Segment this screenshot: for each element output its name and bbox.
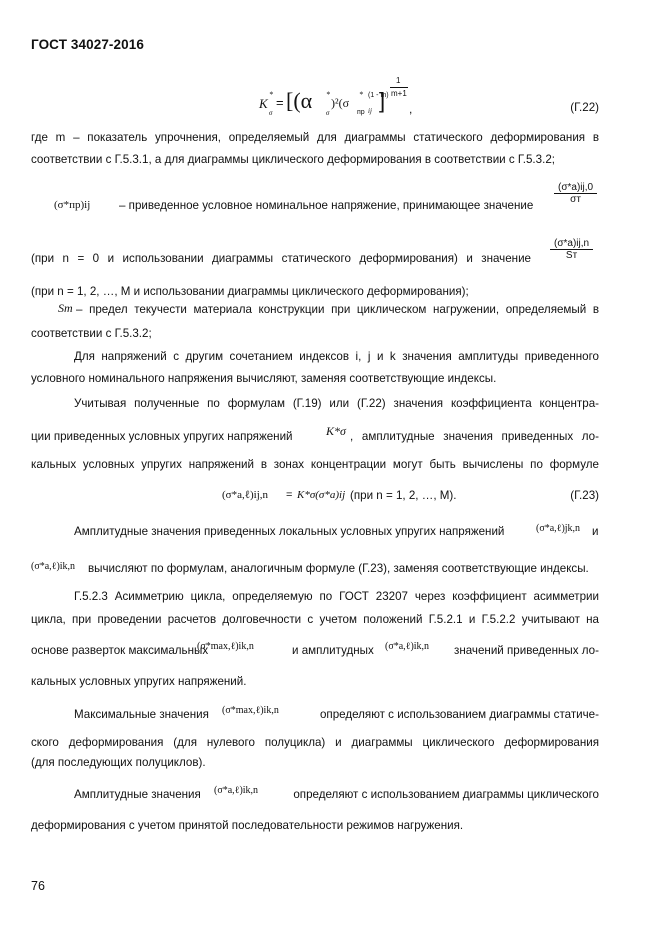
- eq-g22-comma: ,: [409, 102, 413, 116]
- eq-g23-eq: =: [286, 489, 293, 501]
- eq-g22-sub1: σ: [326, 109, 330, 117]
- equation-g23: [222, 486, 482, 508]
- word-and: и: [592, 525, 599, 538]
- para-line: где m – показатель упрочнения, определяемый для диаграммы статического деформирования в: [31, 131, 599, 144]
- eq-g22-body-mid: )²(σ: [331, 96, 350, 110]
- eq-g22-exp: (1 - m): [368, 92, 389, 99]
- para-line: определяют с использованием диаграммы циклического: [293, 788, 599, 801]
- para-line: (при n = 0 и использовании диаграммы статического деформирования) и значение: [31, 252, 531, 265]
- para-line: условного номинального напряжения вычисляют, заменяя соответствующие индексы.: [31, 372, 497, 385]
- eq-g22-close: ]: [379, 88, 386, 113]
- para-line: соответствии с Г.5.3.1, а для диаграммы циклического деформирования в соответствии с Г.5.3.2;: [31, 153, 555, 166]
- eq-g22-outer-num: 1: [396, 76, 401, 85]
- eq-g22-lhs-sub: σ: [269, 109, 273, 117]
- eq-g23-condition: (при n = 1, 2, …, M).: [350, 489, 457, 502]
- para-line: Амплитудные значения приведенных локальных условных упругих напряжений: [74, 525, 505, 538]
- sym-sigma-a-l-ikn: (σ*a,ℓ)ik,n: [31, 561, 76, 572]
- page-number: 76: [31, 879, 45, 893]
- sym-sigma-a-ikn-2: (σ*a,ℓ)ik,n: [214, 785, 259, 796]
- para-line: соответствии с Г.5.3.2;: [31, 327, 152, 340]
- sym-sigma-pr: (σ*пр)ij: [54, 199, 91, 211]
- eq-g22-sub3: ij: [368, 107, 372, 115]
- fraction-sigma-a-over-s-t: [550, 238, 593, 261]
- eq-g23-lhs: (σ*a,ℓ)ij,n: [222, 489, 269, 501]
- eq-g22-outer-den: m+1: [391, 89, 407, 98]
- para-line: Максимальные значения: [74, 708, 209, 721]
- sym-s-t: Sт: [58, 301, 73, 315]
- para-line: , амплитудные значения приведенных ло-: [350, 430, 599, 443]
- para-line: кальных условных упругих напряжений.: [31, 675, 247, 688]
- eq-g23-rhs: K*σ(σ*a)ij: [297, 489, 346, 501]
- eq-g22-fraction-bar: [390, 87, 408, 88]
- fraction-sigma-a-over-sigma-t: [554, 182, 597, 205]
- para-line: (для последующих полуциклов).: [31, 756, 206, 769]
- fraction-denominator: Sт: [565, 250, 578, 261]
- para-line: – приведенное условное номинальное напряжение, принимающее значение: [119, 199, 534, 212]
- para-line: определяют с использованием диаграммы статиче-: [319, 708, 599, 721]
- para-line: – предел текучести материала конструкции при циклическом нагружении, определяемый в: [76, 303, 599, 316]
- para-line: (при n = 1, 2, …, M и использовании диаграммы циклического деформирования);: [31, 285, 469, 298]
- para-line: Г.5.2.3 Асимметрию цикла, определяемую по ГОСТ 23207 через коэффициент асимметрии: [74, 590, 599, 603]
- sym-sigma-max-ikn: (σ*max,ℓ)ik,n: [197, 641, 254, 652]
- eq-g22-sup2: *: [359, 90, 363, 99]
- para-line: значений приведенных ло-: [454, 644, 599, 657]
- fraction-denominator: σт: [570, 194, 581, 205]
- eq-g23-number: (Г.23): [570, 489, 599, 502]
- sym-k-sigma: K*σ: [326, 424, 346, 438]
- sym-sigma-a-ikn: (σ*a,ℓ)ik,n: [385, 641, 430, 652]
- para-line: деформирования с учетом принятой последовательности режимов нагружения.: [31, 819, 464, 832]
- eq-g22-sub2: пр: [357, 109, 365, 116]
- document-header-code: ГОСТ 34027-2016: [31, 37, 144, 52]
- eq-g22-body-open: [(α: [286, 88, 313, 113]
- sym-sigma-a-l-jkn: (σ*a,ℓ)jk,n: [536, 523, 581, 534]
- para-line: Для напряжений с другим сочетанием индексов i, j и k значения амплитуды приведенного: [74, 350, 599, 363]
- para-line: основе разверток максимальных: [31, 644, 209, 657]
- para-line: цикла, при проведении расчетов долговечности с учетом положений Г.5.2.1 и Г.5.2.2 учитывают на: [31, 613, 599, 626]
- para-line: Амплитудные значения: [74, 788, 201, 801]
- word-and-amplitude: и амплитудных: [292, 644, 374, 657]
- eq-g22-sup1: *: [326, 90, 330, 99]
- eq-g22-lhs-sup: *: [269, 90, 273, 99]
- fraction-numerator: (σ*a)ij,0: [554, 182, 597, 194]
- fraction-numerator: (σ*a)ij,n: [550, 238, 593, 250]
- eq-g22-lhs: K: [259, 96, 268, 111]
- para-line: кальных условных упругих напряжений в зонах концентрации могут быть вычислены по формуле: [31, 458, 599, 471]
- sym-sigma-max-ikn-2: (σ*max,ℓ)ik,n: [222, 705, 279, 716]
- equation-g22: K * σ = [(α * σ )²(σ * пр ij (1 - m) ] 1 m+1 ,: [259, 76, 413, 117]
- eq-g22-number: (Г.22): [570, 101, 599, 114]
- para-line: ского деформирования (для нулевого полуцикла) и диаграммы циклического деформирования: [31, 736, 599, 749]
- para-line: ции приведенных условных упругих напряжений: [31, 430, 293, 443]
- para-line: вычисляют по формулам, аналогичным формуле (Г.23), заменяя соответствующие индексы.: [88, 562, 589, 575]
- para-line: Учитывая полученные по формулам (Г.19) или (Г.22) значения коэффициента концентра-: [74, 397, 599, 410]
